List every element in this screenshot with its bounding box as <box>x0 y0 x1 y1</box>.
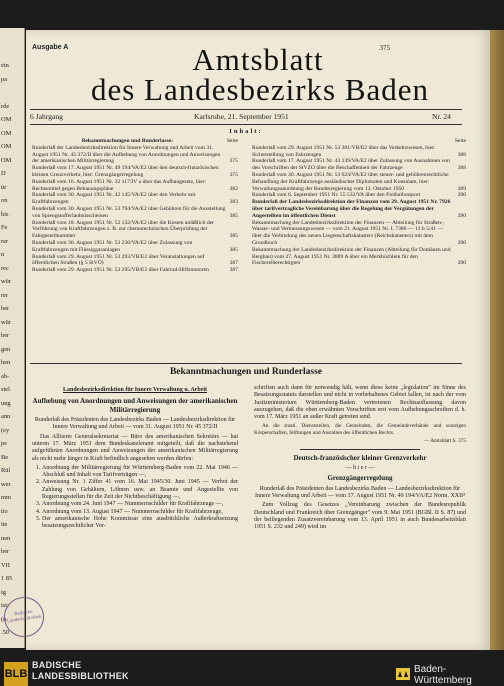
left-page-fragment: D <box>1 170 6 177</box>
footer-bar <box>0 654 504 686</box>
left-page-edge <box>0 28 25 648</box>
left-page-fragment: OM <box>1 129 12 137</box>
toc-entry[interactable] <box>252 172 466 192</box>
left-page-fragment: rer <box>1 237 9 245</box>
toc-entry[interactable] <box>252 145 466 159</box>
ordinance-item: 3. Anordnung vom 24. Juni 1947 — Nummernschilder für Kraftfahrzeuge —, <box>42 501 238 508</box>
toc-entry-text: Runderlaß vom 29. August 1951 Nr. 53 295/VB/E2 über Fahrrad-Hilfsmotoren <box>32 267 209 274</box>
toc-entry-page: 387 <box>229 267 238 274</box>
rule <box>30 363 462 364</box>
left-page-fragment: ür <box>1 183 7 191</box>
left-page-fragment: wür <box>1 278 11 285</box>
section-heading: Bekanntmachungen und Runderlasse <box>169 367 323 377</box>
toc-entry-text: Runderlaß vom 18. August 1951 Nr. 52 132/VA/E2 über die Kosten anläßlich der Vorführung von Kraftfahrzeugen z. B. zur chemotechnischen Überprüfung der Fahrgestellnummer <box>32 219 214 240</box>
left-page-fragment: stel <box>1 386 10 393</box>
toc-right-column <box>252 138 466 267</box>
toc-entry-text: Runderlaß vom 29. August 1951 Nr. 53 293/VB/E2 über Veranstaltungen auf öffentlichen Straßen (§ 5 StVO) <box>32 253 205 267</box>
left-page-fragment: OM <box>1 156 12 164</box>
left-page-fragment: mm <box>1 494 11 501</box>
left-page-fragment: (ey <box>1 426 10 434</box>
toc-entry-page: 375 <box>229 158 238 165</box>
blb-logo[interactable]: BLB <box>4 662 28 686</box>
left-page-fragment: on <box>1 197 8 204</box>
toc-entry-text: Runderlaß vom 17. August 1951 Nr. 43 139/VA/E2 über Zulassung von Ausnahmen von den Vorschriften der StVZO über die Beschaffenheit der Fahrzeuge <box>252 158 450 172</box>
left-page-fragment: Fe <box>1 224 8 231</box>
toc-title: Inhalt: <box>229 128 263 135</box>
department-label: Landesbezirksdirektion für Innere Verwaltung u. Arbeit <box>62 387 208 393</box>
toc-entry[interactable] <box>32 145 238 165</box>
article-heading: Deutsch-französischer kleiner Grenzverkehr <box>293 453 427 462</box>
title-line-1: Amtsblatt <box>192 42 324 77</box>
article-subheading: Grenzgängerregelung <box>327 474 393 483</box>
left-page-fragment: hen <box>1 359 11 366</box>
left-page-fragment: pa <box>1 75 8 83</box>
toc-entry[interactable] <box>252 158 466 172</box>
toc-entry-page: 387 <box>229 260 238 267</box>
toc-entry[interactable] <box>252 192 466 199</box>
rule <box>30 109 462 110</box>
toc-entry-page: 390 <box>457 239 466 246</box>
blb-line-2: LANDESBIBLIOTHEK <box>32 671 129 681</box>
toc-entry-page: 385 <box>229 233 238 240</box>
toc-entry-text: Runderlaß vom 30. August 1951 Nr. 42 145/VA/E2 über den Verkehr mit Kraftfahrzeugen <box>32 192 196 206</box>
left-page-fragment: ite <box>1 521 8 528</box>
left-page-fragment: rde <box>1 102 10 110</box>
toc-entry-text: Bekanntmachung der Landesbezirksdirektion der Finanzen — Abteilung für Straßen-, Wasser- und Vermessungswesen — vom 21. August 1951 Nr. L 7386 — 13 b 5/41 — über die Verbindung des neuen Liegenschaftskatasters (Reichskatasters) mit dem Grundbuch <box>252 219 445 246</box>
article-intro: Runderlaß des Präsidenten des Landesbezirks Baden — Landesbezirksdirektion für Innere Verwaltung und Arbeit — vom 31. August 1951 Nr. 45 372/II <box>34 417 236 431</box>
bw-lions-icon <box>396 668 410 680</box>
toc-entry-page: 385 <box>229 212 238 219</box>
toc-entry-page: 390 <box>457 212 466 219</box>
volume-label: 6 Jahrgang <box>30 112 63 121</box>
toc-entry-text: Runderlaß vom 16. August 1951 Nr. 32 117/IV a über das Aufbaugesetz, hier: Rechtsmittel gegen Bebauungspläne <box>32 178 207 192</box>
article-hier: — h i e r — <box>345 465 375 472</box>
left-page-fragment: ung <box>1 399 11 407</box>
toc-entry-page: 388 <box>457 151 466 158</box>
toc-entry[interactable] <box>32 267 238 274</box>
rule <box>300 449 420 450</box>
reference-sign: — Amtsblatt S. 375 <box>423 438 466 445</box>
left-page-fragment: rec <box>1 264 9 272</box>
toc-entry-text: Runderlaß der Landesbezirksdirektion der Finanzen vom 29. August 1951 Nr. 7926 über tarifvertragliche Vereinbarung über die Regelung der Vergütungen der Angestellten im öffentlichen Dienst <box>252 199 451 219</box>
toc-entry-text: Runderlaß vom 30. August 1951 Nr. 53 794/VA/E2 über Gebühren für die Ausstellung von Sprengstofferlaubnisscheinen <box>32 205 226 219</box>
toc-left-heading-row <box>32 138 238 145</box>
toc-entry-page: 382 <box>229 185 238 192</box>
left-page-fragment: Be <box>1 453 9 461</box>
toc-entry-page: 388 <box>457 165 466 172</box>
title-line-2: des Landesbezirks Baden <box>90 72 430 107</box>
left-page-fragment: ann <box>1 413 11 420</box>
distribution-note: An die staatl. Dienststellen, die Gemeinden, die Gemeindeverbände und sonstigen Körperschaften, Stiftungen und Anstalten des öffentlichen Rechts. <box>254 423 466 436</box>
issue-date: Karlsruhe, 21. September 1951 <box>194 112 289 121</box>
article-heading: Aufhebung von Anordnungen und Anweisungen der amerikanischen Militärregierung <box>32 397 238 414</box>
toc-entry[interactable] <box>32 192 238 206</box>
library-stamp: Badische Landesbibliothek <box>1 594 46 639</box>
left-page-fragment: ig <box>1 588 6 596</box>
toc-entry[interactable] <box>32 220 238 240</box>
toc-entry-page: 389 <box>457 185 466 192</box>
body-left-column <box>32 385 238 531</box>
ordinance-item: 4. Anordnung vom 13. August 1947 — Nummernschilder für Kraftfahrzeuge, <box>42 509 238 516</box>
seite-label: Seite <box>454 138 466 144</box>
left-page-fragment: ber <box>1 548 10 555</box>
document-page <box>26 30 490 650</box>
toc-entry[interactable] <box>32 254 238 268</box>
ordinance-item: 2. Anweisung Nr. 1 Ziffer 41 vom 16. Mai 1945/30. Juni 1945 — Verbot der Zahlung von Gehältern, Löhnen usw. an Beamte und Angestellte von Regierungsstellen für die Zeit der Nichtbeschäftigung —, <box>42 479 238 501</box>
toc-left-items <box>32 145 238 274</box>
left-page-fragment: gen <box>1 345 11 353</box>
toc-entry[interactable] <box>32 240 238 254</box>
left-page-fragment: tio <box>1 507 8 515</box>
toc-entry[interactable] <box>252 199 466 219</box>
toc-entry-text: Runderlaß vom 29. August 1951 Nr. 53 301/VB/E2 über das Verkehrswesen, hier: Sicherstellung von Fahrzeugen <box>252 144 436 158</box>
issue-number: Nr. 24 <box>432 112 451 121</box>
blb-line-1: BADISCHE <box>32 660 82 670</box>
toc-entry-text: Runderlaß vom 17. August 1951 Nr. 49 194/VA/E2 über den deutsch-französischen kleinen Grenzverkehr, hier: Grenzgängerregelung <box>32 165 219 178</box>
left-page-fragment: wür <box>1 318 11 326</box>
seite-label: Seite <box>226 138 238 144</box>
left-page-fragment: OM <box>1 143 12 150</box>
left-page-fragment: ein <box>1 62 9 69</box>
left-page-fragment: Rül <box>1 467 11 474</box>
toc-entry-text: Runderlaß vom 6. September 1951 Nr. 55 532/VA über den Freiballonsport <box>252 192 421 199</box>
toc-entry[interactable] <box>252 220 466 247</box>
ordinance-item: 1. Anordnung der Militärregierung für Württemberg-Baden vom 22. Mai 1946 — Abschluß und Inhalt von Tarifverträgen —, <box>42 465 238 480</box>
toc-entry-page: 390 <box>457 192 466 199</box>
toc-entry-text: Runderlaß vom 30. August 1951 Nr. 53 624/VA/E2 über steuer- und gebührenrechtliche Behandlung der Kraftfahrzeuge ausländischer Diplomaten und Konsulate, hier: Verwaltungsanordnung der Bundesregierung vom 13. Oktober 1950 <box>252 171 449 192</box>
left-page-fragment: VII <box>1 561 10 569</box>
toc-left-heading: Bekanntmachungen und Runderlasse: <box>81 138 174 144</box>
book-spine <box>490 30 504 650</box>
blb-name[interactable] <box>32 660 129 682</box>
toc-entry-text: Runderlaß vom 30. August 1951 Nr. 53 236/VA/E2 über Zulassung von Kraftfahrzeugen mit Flüssiggasanlagen <box>32 239 193 253</box>
left-page-fragment: ber <box>1 332 10 339</box>
left-page-fragment: wer <box>1 480 11 488</box>
page-number: 375 <box>379 44 390 52</box>
left-page-fragment: ber <box>1 305 10 312</box>
left-page-fragment: pe <box>1 440 8 447</box>
body-right-column <box>254 385 466 534</box>
left-page-fragment: (n <box>1 615 7 623</box>
toc-entry-text: Runderlaß der Landesbezirksdirektion für Innere Verwaltung und Arbeit vom 31. August 1951 Nr. 45 372/II über die Aufhebung von Anordnungen und Anweisungen der amerikanischen Militärregierung <box>32 144 221 165</box>
article-paragraph: Zum Vollzug des Gesetzes „Vereinbarung zwischen der Bundesrepublik Deutschland und Frankreich über Grenzgänger" vom 9. Mai 1951 (BGBl. II S. 87) und der beiliegenden Zusatzvereinbarung vom 13. April 1951 in auch Bundesarbeitsblatt 1951 S. 232 und 249) wird im <box>254 502 466 531</box>
toc-entry[interactable] <box>32 165 238 179</box>
left-page-fragment: rer <box>1 291 9 299</box>
article-paragraph: schriften auch dann für notwendig hält, wenn diese keine „legislation" im Sinne des Besatzungsstatuts darstellen und nicht in vorbehaltenes Gebiet fallen, ist nach der vom Justizministerium Württemberg-Baden vertretenen Rechtsauffassung davon auszugehen, daß die oben erwähnten Vorschriften erst vom Aufhebungsschreiben d. h. vom 17. März 1951 an außer Kraft getreten sind. <box>254 385 466 421</box>
bw-label[interactable]: Baden-Württemberg <box>414 664 472 686</box>
toc-entry-page: 383 <box>229 199 238 206</box>
toc-entry-page: 385 <box>229 246 238 253</box>
toc-entry[interactable] <box>32 179 238 193</box>
left-page-fragment: ab- <box>1 372 10 380</box>
left-page-fragment: nen <box>1 534 11 542</box>
toc-right-heading-row <box>252 138 466 145</box>
left-page-fragment: 1 85 <box>1 575 13 582</box>
left-page-fragment: OM <box>1 116 12 123</box>
ordinance-list <box>32 465 238 531</box>
article-intro: Runderlaß des Präsidenten des Landesbezirks Baden — Landesbezirksdirektion für Innere Verwaltung und Arbeit — vom 17. August 1951 Nr. 49 194/VA/E2 Norm. XXII³ <box>255 485 465 500</box>
rule <box>30 124 462 125</box>
article-paragraph: Das Alliierte Generalsekretariat — Büro des amerikanischen Sekretärs — hat unterm 17. März 1951 dem Bundeskanzleramt mitgeteilt, daß die nachstehend aufgeführten Anordnungen und Anweisungen der amerikanischen Militärregierung als nicht mehr länger in Kraft befindlich angesehen werden dürfen: <box>32 433 238 462</box>
toc-entry[interactable] <box>32 206 238 220</box>
left-page-fragment: bis <box>1 210 9 218</box>
left-page-fragment: ist: <box>1 602 9 609</box>
edition-label: Ausgabe A <box>32 44 69 51</box>
left-page-fragment: n <box>1 251 5 258</box>
toc-entry-page: 375 <box>229 171 238 178</box>
toc-left-column <box>32 138 238 274</box>
left-page-fragment: .50 <box>1 629 9 636</box>
ordinance-item: 5. Der amerikanische Hohe Kommissar eine ausdrückliche Außerkraftsetzung besatzungsrechtlicher Vor- <box>42 516 238 531</box>
toc-entry[interactable] <box>252 247 466 267</box>
toc-entry-text: Bekanntmachung der Landesbezirksdirektion der Finanzen (Abteilung für Domänen und Bergbau) vom 27. August 1951 Nr. 3889 A über ein Merkbüchlein für den Fischereiberechtigten <box>252 246 451 267</box>
toc-entry-page: 390 <box>457 260 466 267</box>
toc-right-items <box>252 145 466 267</box>
